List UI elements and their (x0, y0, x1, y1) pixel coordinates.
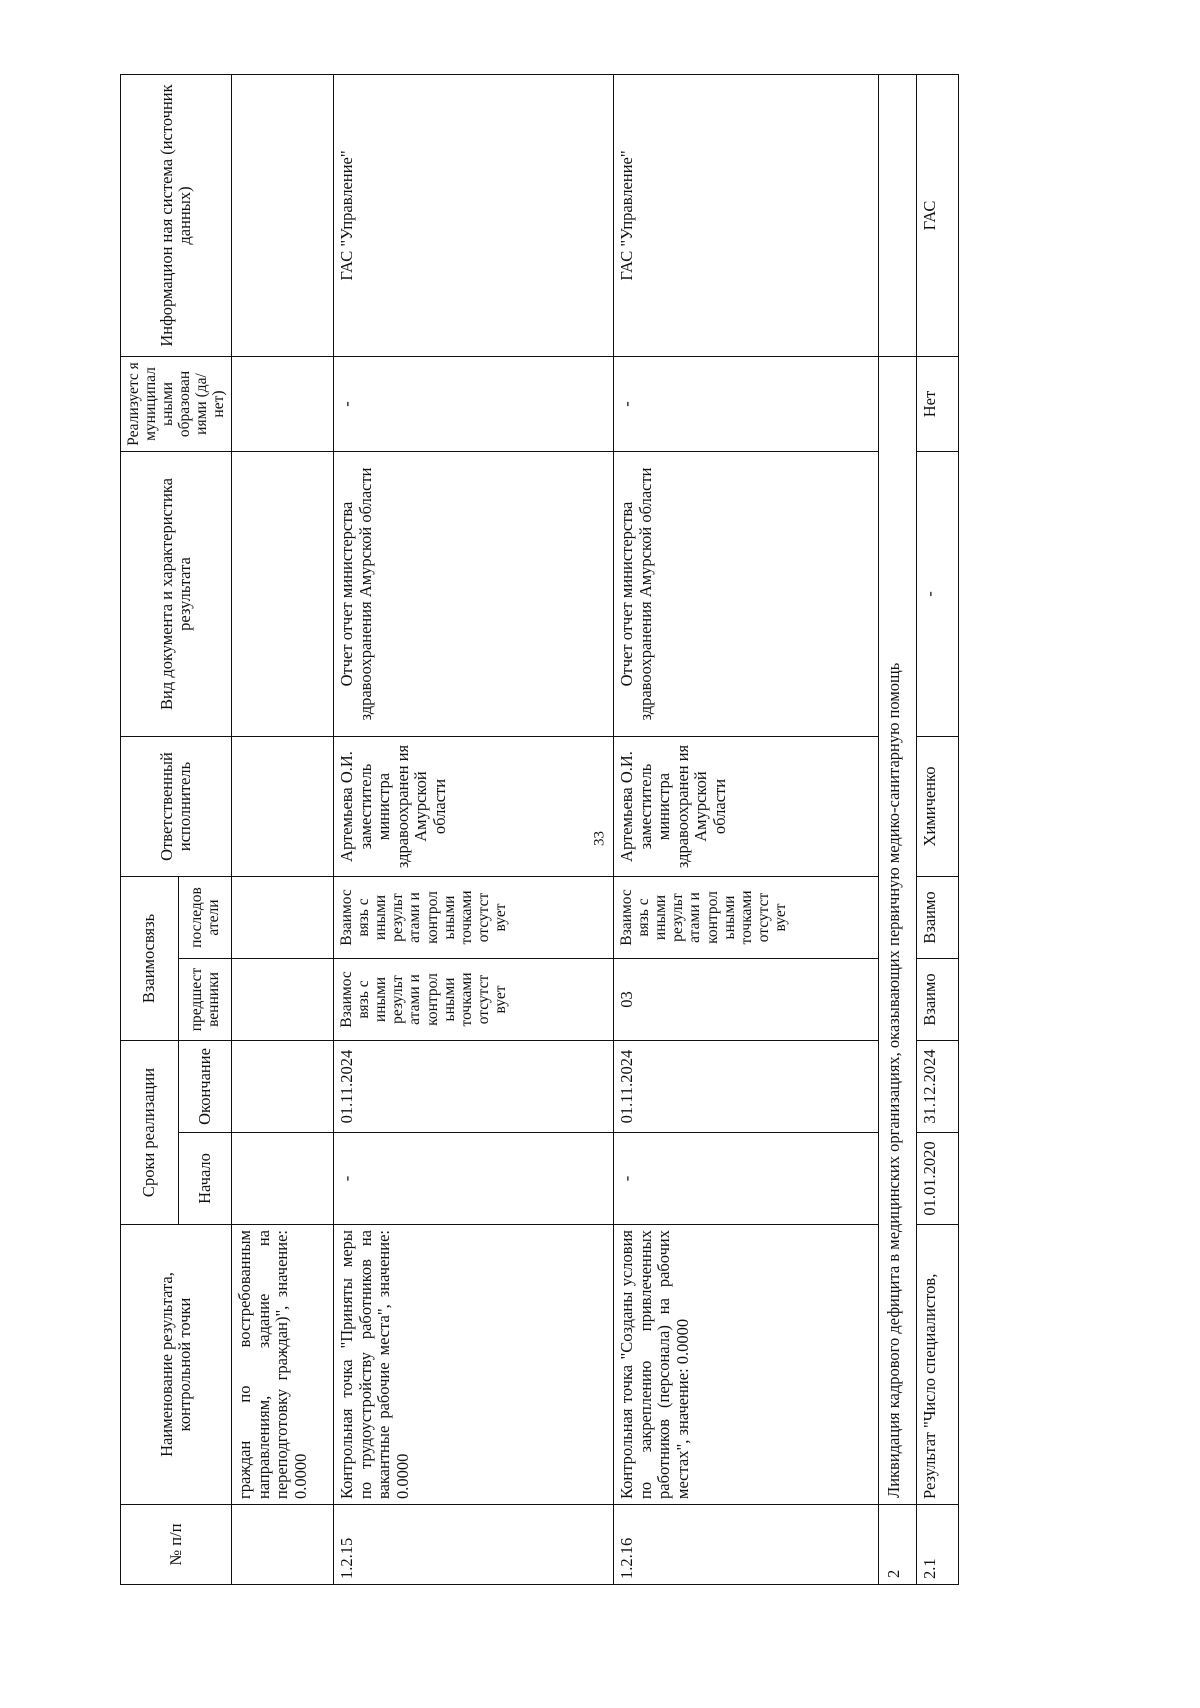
cell-name: граждан по востребованным направлениям, задание на переподготовку граждан)", значение: 0.0000 (232, 1225, 334, 1505)
cell-succ (232, 877, 334, 959)
cell-responsible: Химиченко (917, 737, 959, 877)
cell-name: Результат "Число специалистов, (917, 1225, 959, 1505)
rotated-table-container (120, 75, 1110, 1585)
header-responsible: Ответственный исполнитель (121, 737, 232, 877)
cell-pred (232, 959, 334, 1041)
cell-end: 01.11.2024 (614, 1041, 879, 1133)
cell-municipal: Нет (917, 357, 959, 452)
cell-num: 1.2.15 (334, 1505, 614, 1585)
cell-succ: Взаимос вязь с иными результ атами и контрол ьными точками отсутст вует (334, 877, 614, 959)
cell-municipal: - (614, 357, 879, 452)
cell-end: 01.11.2024 (334, 1041, 614, 1133)
cell-pred: Взаимо (917, 959, 959, 1041)
section-row (879, 75, 917, 1585)
header-pred: предшест венники (178, 959, 232, 1041)
cell-doc (232, 452, 334, 737)
header-start: Начало (178, 1133, 232, 1225)
header-end: Окончание (178, 1041, 232, 1133)
section-title: Ликвидация кадрового дефицита в медицинских организациях, оказывающих первичную медико-санитарную помощь (879, 357, 917, 1505)
cell-doc: Отчет отчет министерства здравоохранения Амурской области (334, 452, 614, 737)
cell-name: Контрольная точка "Созданы условия по закреплению привлеченных работников (персонала) на рабочих местах", значение: 0.0000 (614, 1225, 879, 1505)
cell-start: - (614, 1133, 879, 1225)
header-num: № п/п (121, 1505, 232, 1585)
cell-system (232, 75, 334, 357)
table-row (917, 75, 959, 1585)
header-terms: Сроки реализации (121, 1041, 179, 1225)
cell-system: ГАС (917, 75, 959, 357)
cell-municipal (232, 357, 334, 452)
cell-num: 1.2.16 (614, 1505, 879, 1585)
cell-succ: Взаимос вязь с иными результ атами и контрол ьными точками отсутст вует (614, 877, 879, 959)
cell-end: 31.12.2024 (917, 1041, 959, 1133)
cell-responsible (232, 737, 334, 877)
section-empty (879, 75, 917, 357)
cell-system: ГАС "Управление" (334, 75, 614, 357)
cell-num: 2.1 (917, 1505, 959, 1585)
header-name: Наименование результата, контрольной точки (121, 1225, 232, 1505)
header-municipal: Реализуетс я муниципал ьными образован иями (да/нет) (121, 357, 232, 452)
cell-num (232, 1505, 334, 1585)
cell-pred: Взаимос вязь с иными результ атами и контрол ьными точками отсутст вует (334, 959, 614, 1041)
results-table (120, 74, 959, 1585)
cell-doc: - (917, 452, 959, 737)
cell-responsible: Артемьева О.И. заместитель министра здравоохранен ия Амурской области (614, 737, 879, 877)
cell-system: ГАС "Управление" (614, 75, 879, 357)
cell-doc: Отчет отчет министерства здравоохранения Амурской области (614, 452, 879, 737)
cell-start (232, 1133, 334, 1225)
header-doc: Вид документа и характеристика результата (121, 452, 232, 737)
header-relation: Взаимосвязь (121, 877, 179, 1041)
cell-responsible: Артемьева О.И. заместитель министра здравоохранен ия Амурской области (334, 737, 614, 877)
cell-succ: Взаимо (917, 877, 959, 959)
section-num: 2 (879, 1505, 917, 1585)
cell-name: Контрольная точка "Приняты меры по трудоустройству работников на вакантные рабочие места", значение: 0.0000 (334, 1225, 614, 1505)
cell-municipal: - (334, 357, 614, 452)
cell-start: 01.01.2020 (917, 1133, 959, 1225)
table-row (614, 75, 879, 1585)
header-system: Информацион ная система (источник данных) (121, 75, 232, 357)
cell-end (232, 1041, 334, 1133)
table-row (232, 75, 334, 1585)
page-number: 33 (591, 831, 608, 846)
cell-start: - (334, 1133, 614, 1225)
table-row (334, 75, 614, 1585)
header-succ: последов атели (178, 877, 232, 959)
cell-pred: 03 (614, 959, 879, 1041)
